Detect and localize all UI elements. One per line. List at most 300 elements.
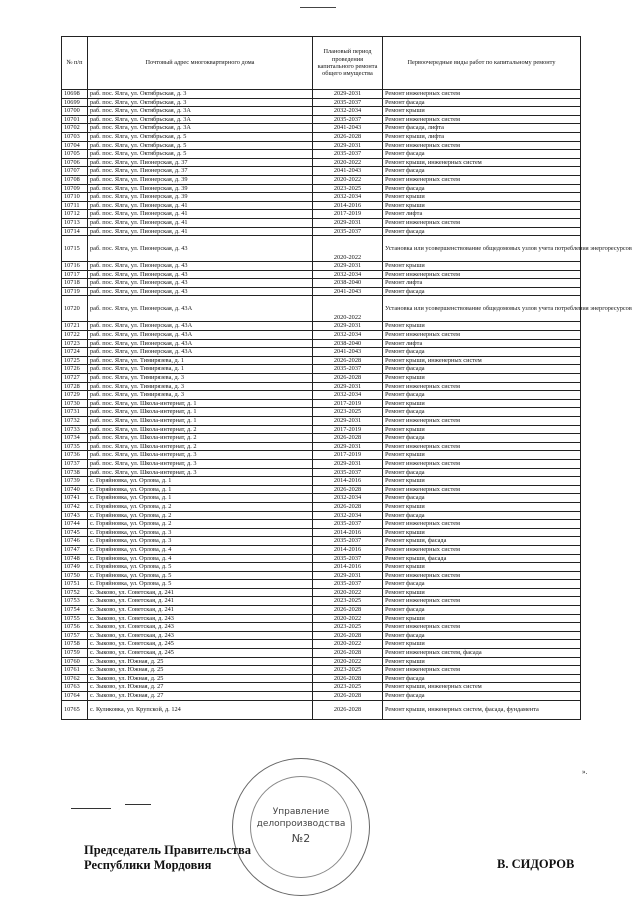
table-row — [62, 382, 581, 391]
table-row — [62, 417, 581, 426]
row-address: с. Горяйновка, ул. Орлова, д. 1 — [88, 477, 313, 486]
row-number: 10737 — [62, 459, 88, 468]
row-number: 10706 — [62, 158, 88, 167]
row-number: 10760 — [62, 657, 88, 666]
table-row — [62, 623, 581, 632]
row-period: 2029-2031 — [313, 442, 383, 451]
row-number: 10721 — [62, 322, 88, 331]
row-address: раб. пос. Ялга, ул. Октябрьская, д. 3А — [88, 124, 313, 133]
row-period: 2017-2019 — [313, 425, 383, 434]
table-row — [62, 631, 581, 640]
row-address: раб. пос. Ялга, ул. Пионерская, д. 43А — [88, 331, 313, 340]
row-period: 2032-2034 — [313, 511, 383, 520]
row-address: раб. пос. Ялга, ул. Пионерская, д. 41 — [88, 227, 313, 236]
table-row — [62, 674, 581, 683]
table-row — [62, 459, 581, 468]
row-number: 10752 — [62, 588, 88, 597]
row-period: 2023-2025 — [313, 666, 383, 675]
row-period: 2023-2025 — [313, 597, 383, 606]
table-row — [62, 657, 581, 666]
row-number: 10704 — [62, 141, 88, 150]
table-row — [62, 537, 581, 546]
row-works: Ремонт инженерных систем — [383, 571, 581, 580]
row-works: Ремонт инженерных систем — [383, 485, 581, 494]
row-works: Ремонт фасада — [383, 150, 581, 159]
row-period: 2026-2028 — [313, 700, 383, 719]
row-works: Ремонт инженерных систем — [383, 331, 581, 340]
row-address: с. Горяйновка, ул. Орлова, д. 3 — [88, 537, 313, 546]
table-row — [62, 468, 581, 477]
row-period: 2026-2028 — [313, 374, 383, 383]
row-address: раб. пос. Ялга, ул. Школа-интернат, д. 2 — [88, 434, 313, 443]
row-address: раб. пос. Ялга, ул. Пионерская, д. 37 — [88, 158, 313, 167]
row-address: раб. пос. Ялга, ул. Тимирязева, д. 3 — [88, 382, 313, 391]
row-number: 10745 — [62, 528, 88, 537]
table-row — [62, 563, 581, 572]
dash-line — [71, 808, 111, 809]
row-address: с. Зыково, ул. Советская, д. 241 — [88, 606, 313, 615]
row-period: 2032-2034 — [313, 107, 383, 116]
table-row — [62, 279, 581, 288]
table-row — [62, 554, 581, 563]
row-address: раб. пос. Ялга, ул. Школа-интернат, д. 2 — [88, 425, 313, 434]
row-address: с. Горяйновка, ул. Орлова, д. 4 — [88, 554, 313, 563]
row-works: Ремонт фасада — [383, 468, 581, 477]
row-period: 2029-2031 — [313, 262, 383, 271]
row-works: Ремонт фасада — [383, 348, 581, 357]
row-address: с. Зыково, ул. Советская, д. 243 — [88, 623, 313, 632]
row-number: 10740 — [62, 485, 88, 494]
table-row — [62, 502, 581, 511]
row-works: Ремонт инженерных систем — [383, 115, 581, 124]
row-period: 2035-2037 — [313, 115, 383, 124]
row-works: Ремонт крыши — [383, 201, 581, 210]
table-row — [62, 175, 581, 184]
row-address: раб. пос. Ялга, ул. Школа-интернат, д. 3 — [88, 451, 313, 460]
stamp-line-2: делопроизводства — [256, 819, 346, 829]
signatory-name: В. СИДОРОВ — [497, 857, 575, 871]
row-number: 10749 — [62, 563, 88, 572]
row-number: 10731 — [62, 408, 88, 417]
table-row — [62, 614, 581, 623]
row-period: 2035-2037 — [313, 468, 383, 477]
row-number: 10730 — [62, 399, 88, 408]
row-number: 10714 — [62, 227, 88, 236]
row-works: Ремонт фасада — [383, 287, 581, 296]
row-address: с. Зыково, ул. Южная, д. 25 — [88, 674, 313, 683]
row-address: раб. пос. Ялга, ул. Школа-интернат, д. 1 — [88, 399, 313, 408]
row-address: раб. пос. Ялга, ул. Пионерская, д. 43 — [88, 236, 313, 262]
table-row — [62, 700, 581, 719]
row-number: 10699 — [62, 98, 88, 107]
row-number: 10702 — [62, 124, 88, 133]
table-row — [62, 545, 581, 554]
row-works: Ремонт лифта — [383, 210, 581, 219]
row-address: раб. пос. Ялга, ул. Пионерская, д. 43А — [88, 322, 313, 331]
row-address: раб. пос. Ялга, ул. Пионерская, д. 39 — [88, 193, 313, 202]
row-address: с. Горяйновка, ул. Орлова, д. 1 — [88, 494, 313, 503]
row-address: раб. пос. Ялга, ул. Тимирязева, д. 1 — [88, 356, 313, 365]
row-number: 10751 — [62, 580, 88, 589]
row-period: 2014-2016 — [313, 545, 383, 554]
row-number: 10747 — [62, 545, 88, 554]
row-number: 10736 — [62, 451, 88, 460]
row-period: 2029-2031 — [313, 382, 383, 391]
row-address: с. Зыково, ул. Советская, д. 245 — [88, 649, 313, 658]
row-number: 10743 — [62, 511, 88, 520]
row-number: 10762 — [62, 674, 88, 683]
row-works: Ремонт крыши — [383, 657, 581, 666]
row-works: Ремонт крыши, инженерных систем — [383, 683, 581, 692]
table-row — [62, 391, 581, 400]
row-number: 10739 — [62, 477, 88, 486]
table-row — [62, 115, 581, 124]
row-works: Ремонт фасада — [383, 365, 581, 374]
table-row — [62, 434, 581, 443]
row-address: раб. пос. Ялга, ул. Пионерская, д. 43 — [88, 262, 313, 271]
row-works: Ремонт крыши — [383, 477, 581, 486]
row-address: раб. пос. Ялга, ул. Школа-интернат, д. 1 — [88, 417, 313, 426]
row-number: 10738 — [62, 468, 88, 477]
table-row — [62, 580, 581, 589]
row-period: 2041-2043 — [313, 287, 383, 296]
row-works: Ремонт инженерных систем — [383, 270, 581, 279]
row-period: 2029-2031 — [313, 218, 383, 227]
table-row — [62, 339, 581, 348]
table-row — [62, 485, 581, 494]
row-works: Ремонт инженерных систем, фасада — [383, 649, 581, 658]
table-row — [62, 218, 581, 227]
row-address: раб. пос. Ялга, ул. Октябрьская, д. 5 — [88, 141, 313, 150]
signatory-title-line-2: Республики Мордовия — [84, 858, 212, 872]
office-stamp — [232, 758, 370, 896]
row-period: 2020-2022 — [313, 175, 383, 184]
table-row — [62, 442, 581, 451]
table-body — [62, 90, 632, 720]
row-works: Ремонт крыши, фасада — [383, 554, 581, 563]
row-address: раб. пос. Ялга, ул. Тимирязева, д. 1 — [88, 365, 313, 374]
table-row — [62, 132, 581, 141]
row-number: 10707 — [62, 167, 88, 176]
row-works: Ремонт инженерных систем — [383, 459, 581, 468]
row-period: 2026-2028 — [313, 631, 383, 640]
table-row — [62, 98, 581, 107]
row-period: 2029-2031 — [313, 322, 383, 331]
row-number: 10719 — [62, 287, 88, 296]
table-row — [62, 425, 581, 434]
row-address: с. Зыково, ул. Южная, д. 27 — [88, 683, 313, 692]
row-period: 2029-2031 — [313, 90, 383, 99]
header-no: № п/п — [62, 37, 88, 90]
table-row — [62, 150, 581, 159]
table-row — [62, 287, 581, 296]
row-number: 10763 — [62, 683, 88, 692]
row-works: Ремонт фасада — [383, 98, 581, 107]
signatory-title-line-1: Председатель Правительства — [84, 843, 252, 857]
table-row — [62, 606, 581, 615]
row-works: Ремонт фасада — [383, 692, 581, 701]
row-address: раб. пос. Ялга, ул. Пионерская, д. 39 — [88, 175, 313, 184]
table-row — [62, 528, 581, 537]
row-works: Ремонт крыши — [383, 399, 581, 408]
table-row — [62, 571, 581, 580]
closing-quote-mark: ». — [582, 768, 588, 776]
row-address: с. Зыково, ул. Советская, д. 241 — [88, 597, 313, 606]
table-row — [62, 107, 581, 116]
row-works: Ремонт крыши — [383, 451, 581, 460]
row-address: раб. пос. Ялга, ул. Школа-интернат, д. 2 — [88, 442, 313, 451]
header-works: Первоочередные виды работ по капитальному ремонту — [383, 37, 581, 90]
row-period: 2035-2037 — [313, 365, 383, 374]
row-address: раб. пос. Ялга, ул. Октябрьская, д. 3 — [88, 90, 313, 99]
table-row — [62, 193, 581, 202]
row-address: с. Зыково, ул. Советская, д. 243 — [88, 614, 313, 623]
row-address: раб. пос. Ялга, ул. Школа-интернат, д. 1 — [88, 408, 313, 417]
row-works: Ремонт инженерных систем — [383, 141, 581, 150]
row-period: 2023-2025 — [313, 623, 383, 632]
row-works: Ремонт крыши — [383, 262, 581, 271]
table-row — [62, 451, 581, 460]
row-works: Ремонт инженерных систем — [383, 597, 581, 606]
row-period: 2014-2016 — [313, 477, 383, 486]
row-number: 10756 — [62, 623, 88, 632]
row-number: 10722 — [62, 331, 88, 340]
row-period: 2014-2016 — [313, 528, 383, 537]
row-period: 2020-2022 — [313, 657, 383, 666]
row-number: 10758 — [62, 640, 88, 649]
row-address: раб. пос. Ялга, ул. Пионерская, д. 41 — [88, 210, 313, 219]
row-number: 10726 — [62, 365, 88, 374]
row-address: с. Зыково, ул. Советская, д. 245 — [88, 640, 313, 649]
row-number: 10725 — [62, 356, 88, 365]
row-period: 2026-2028 — [313, 692, 383, 701]
row-number: 10732 — [62, 417, 88, 426]
row-period: 2014-2016 — [313, 563, 383, 572]
row-works: Ремонт крыши, фасада — [383, 537, 581, 546]
stamp-line-3: №2 — [291, 832, 311, 845]
row-period: 2032-2034 — [313, 270, 383, 279]
row-number: 10724 — [62, 348, 88, 357]
row-period: 2041-2043 — [313, 167, 383, 176]
row-period: 2035-2037 — [313, 150, 383, 159]
row-works: Ремонт инженерных систем — [383, 382, 581, 391]
row-works: Ремонт фасада — [383, 408, 581, 417]
row-address: раб. пос. Ялга, ул. Пионерская, д. 43 — [88, 287, 313, 296]
row-works: Ремонт фасада — [383, 511, 581, 520]
table-row — [62, 322, 581, 331]
row-period: 2020-2022 — [313, 158, 383, 167]
row-period: 2029-2031 — [313, 141, 383, 150]
table-row — [62, 399, 581, 408]
row-number: 10720 — [62, 296, 88, 322]
row-number: 10735 — [62, 442, 88, 451]
row-number: 10705 — [62, 150, 88, 159]
row-number: 10750 — [62, 571, 88, 580]
row-address: раб. пос. Ялга, ул. Октябрьская, д. 3А — [88, 115, 313, 124]
row-works: Ремонт крыши, инженерных систем, фасада, фундамента — [383, 700, 581, 719]
row-works: Ремонт фасада — [383, 391, 581, 400]
row-period: 2026-2028 — [313, 606, 383, 615]
row-address: раб. пос. Ялга, ул. Тимирязева, д. 3 — [88, 374, 313, 383]
row-address: с. Зыково, ул. Южная, д. 25 — [88, 666, 313, 675]
row-works: Ремонт крыши, инженерных систем — [383, 356, 581, 365]
table-row — [62, 158, 581, 167]
row-period: 2035-2037 — [313, 554, 383, 563]
row-number: 10713 — [62, 218, 88, 227]
row-address: раб. пос. Ялга, ул. Октябрьская, д. 5 — [88, 132, 313, 141]
row-period: 2032-2034 — [313, 391, 383, 400]
row-period: 2020-2022 — [313, 296, 383, 322]
table-row — [62, 331, 581, 340]
row-works: Ремонт инженерных систем — [383, 175, 581, 184]
row-works: Ремонт крыши — [383, 425, 581, 434]
row-period: 2038-2040 — [313, 279, 383, 288]
row-address: с. Зыково, ул. Советская, д. 241 — [88, 588, 313, 597]
row-period: 2035-2037 — [313, 98, 383, 107]
row-number: 10703 — [62, 132, 88, 141]
row-number: 10718 — [62, 279, 88, 288]
row-period: 2026-2028 — [313, 485, 383, 494]
row-period: 2017-2019 — [313, 399, 383, 408]
table-row — [62, 201, 581, 210]
row-period: 2041-2043 — [313, 348, 383, 357]
row-period: 2029-2031 — [313, 417, 383, 426]
row-period: 2029-2031 — [313, 459, 383, 468]
row-works: Ремонт крыши, инженерных систем — [383, 158, 581, 167]
table-row — [62, 270, 581, 279]
row-address: с. Горяйновка, ул. Орлова, д. 5 — [88, 563, 313, 572]
row-works: Ремонт фасада — [383, 674, 581, 683]
row-works: Ремонт фасада — [383, 580, 581, 589]
row-number: 10742 — [62, 502, 88, 511]
row-period: 2020-2022 — [313, 640, 383, 649]
row-number: 10716 — [62, 262, 88, 271]
row-works: Ремонт инженерных систем — [383, 520, 581, 529]
row-works: Ремонт фасада — [383, 631, 581, 640]
row-number: 10698 — [62, 90, 88, 99]
row-address: раб. пос. Ялга, ул. Октябрьская, д. 5 — [88, 150, 313, 159]
row-address: раб. пос. Ялга, ул. Пионерская, д. 43 — [88, 279, 313, 288]
row-period: 2020-2022 — [313, 236, 383, 262]
row-address: с. Горяйновка, ул. Орлова, д. 2 — [88, 502, 313, 511]
table-row — [62, 262, 581, 271]
row-address: с. Горяйновка, ул. Орлова, д. 5 — [88, 580, 313, 589]
row-works: Ремонт инженерных систем — [383, 90, 581, 99]
row-number: 10748 — [62, 554, 88, 563]
row-number: 10746 — [62, 537, 88, 546]
row-address: раб. пос. Ялга, ул. Тимирязева, д. 3 — [88, 391, 313, 400]
row-number: 10715 — [62, 236, 88, 262]
row-period: 2038-2040 — [313, 339, 383, 348]
table-row — [62, 124, 581, 133]
table-row — [62, 408, 581, 417]
row-works: Ремонт крыши — [383, 322, 581, 331]
row-period: 2035-2037 — [313, 580, 383, 589]
row-works: Ремонт инженерных систем — [383, 545, 581, 554]
row-number: 10729 — [62, 391, 88, 400]
row-works: Ремонт крыши — [383, 193, 581, 202]
row-number: 10744 — [62, 520, 88, 529]
row-period: 2017-2019 — [313, 451, 383, 460]
table-row — [62, 511, 581, 520]
row-works: Ремонт крыши — [383, 374, 581, 383]
row-period: 2041-2043 — [313, 124, 383, 133]
row-works: Ремонт фасада — [383, 434, 581, 443]
row-number: 10733 — [62, 425, 88, 434]
table-row — [62, 90, 581, 99]
row-number: 10711 — [62, 201, 88, 210]
row-works: Ремонт лифта — [383, 279, 581, 288]
row-period: 2026-2028 — [313, 649, 383, 658]
row-works: Установка или усовершенствование общедомовых узлов учета потребления энергоресурсов — [383, 236, 581, 262]
row-works: Ремонт фасада — [383, 167, 581, 176]
row-number: 10710 — [62, 193, 88, 202]
row-number: 10734 — [62, 434, 88, 443]
table-row — [62, 210, 581, 219]
row-number: 10741 — [62, 494, 88, 503]
row-number: 10727 — [62, 374, 88, 383]
row-period: 2035-2037 — [313, 537, 383, 546]
dash-line — [125, 804, 151, 805]
row-number: 10759 — [62, 649, 88, 658]
row-works: Ремонт фасада — [383, 494, 581, 503]
table-row — [62, 692, 581, 701]
row-address: раб. пос. Ялга, ул. Октябрьская, д. 3 — [88, 98, 313, 107]
row-number: 10717 — [62, 270, 88, 279]
table-row — [62, 588, 581, 597]
row-period: 2026-2028 — [313, 356, 383, 365]
repair-schedule-table — [61, 36, 632, 720]
row-period: 2026-2028 — [313, 502, 383, 511]
row-address: раб. пос. Ялга, ул. Пионерская, д. 43А — [88, 296, 313, 322]
row-number: 10755 — [62, 614, 88, 623]
top-mark — [300, 7, 336, 8]
row-address: с. Горяйновка, ул. Орлова, д. 4 — [88, 545, 313, 554]
row-address: раб. пос. Ялга, ул. Пионерская, д. 37 — [88, 167, 313, 176]
row-period: 2017-2019 — [313, 210, 383, 219]
row-address: с. Горяйновка, ул. Орлова, д. 2 — [88, 520, 313, 529]
row-number: 10754 — [62, 606, 88, 615]
row-works: Ремонт фасада — [383, 227, 581, 236]
row-address: раб. пос. Ялга, ул. Пионерская, д. 43А — [88, 348, 313, 357]
row-works: Ремонт фасада — [383, 606, 581, 615]
table-row — [62, 348, 581, 357]
row-number: 10712 — [62, 210, 88, 219]
row-address: раб. пос. Ялга, ул. Пионерская, д. 41 — [88, 218, 313, 227]
header-address: Почтовый адрес многоквартирного дома — [88, 37, 313, 90]
row-works: Ремонт инженерных систем — [383, 442, 581, 451]
row-address: с. Горяйновка, ул. Орлова, д. 2 — [88, 511, 313, 520]
row-number: 10765 — [62, 700, 88, 719]
row-period: 2035-2037 — [313, 227, 383, 236]
row-works: Ремонт крыши — [383, 588, 581, 597]
row-works: Ремонт инженерных систем — [383, 623, 581, 632]
row-number: 10728 — [62, 382, 88, 391]
row-number: 10761 — [62, 666, 88, 675]
table-row — [62, 296, 581, 322]
row-period: 2035-2037 — [313, 520, 383, 529]
row-address: с. Горяйновка, ул. Орлова, д. 5 — [88, 571, 313, 580]
row-number: 10764 — [62, 692, 88, 701]
row-period: 2032-2034 — [313, 331, 383, 340]
row-address: с. Горяйновка, ул. Орлова, д. 3 — [88, 528, 313, 537]
table-row — [62, 227, 581, 236]
row-period: 2029-2031 — [313, 571, 383, 580]
row-works: Ремонт крыши — [383, 502, 581, 511]
row-address: раб. пос. Ялга, ул. Октябрьская, д. 3А — [88, 107, 313, 116]
row-works: Ремонт крыши, лифта — [383, 132, 581, 141]
table-row — [62, 494, 581, 503]
